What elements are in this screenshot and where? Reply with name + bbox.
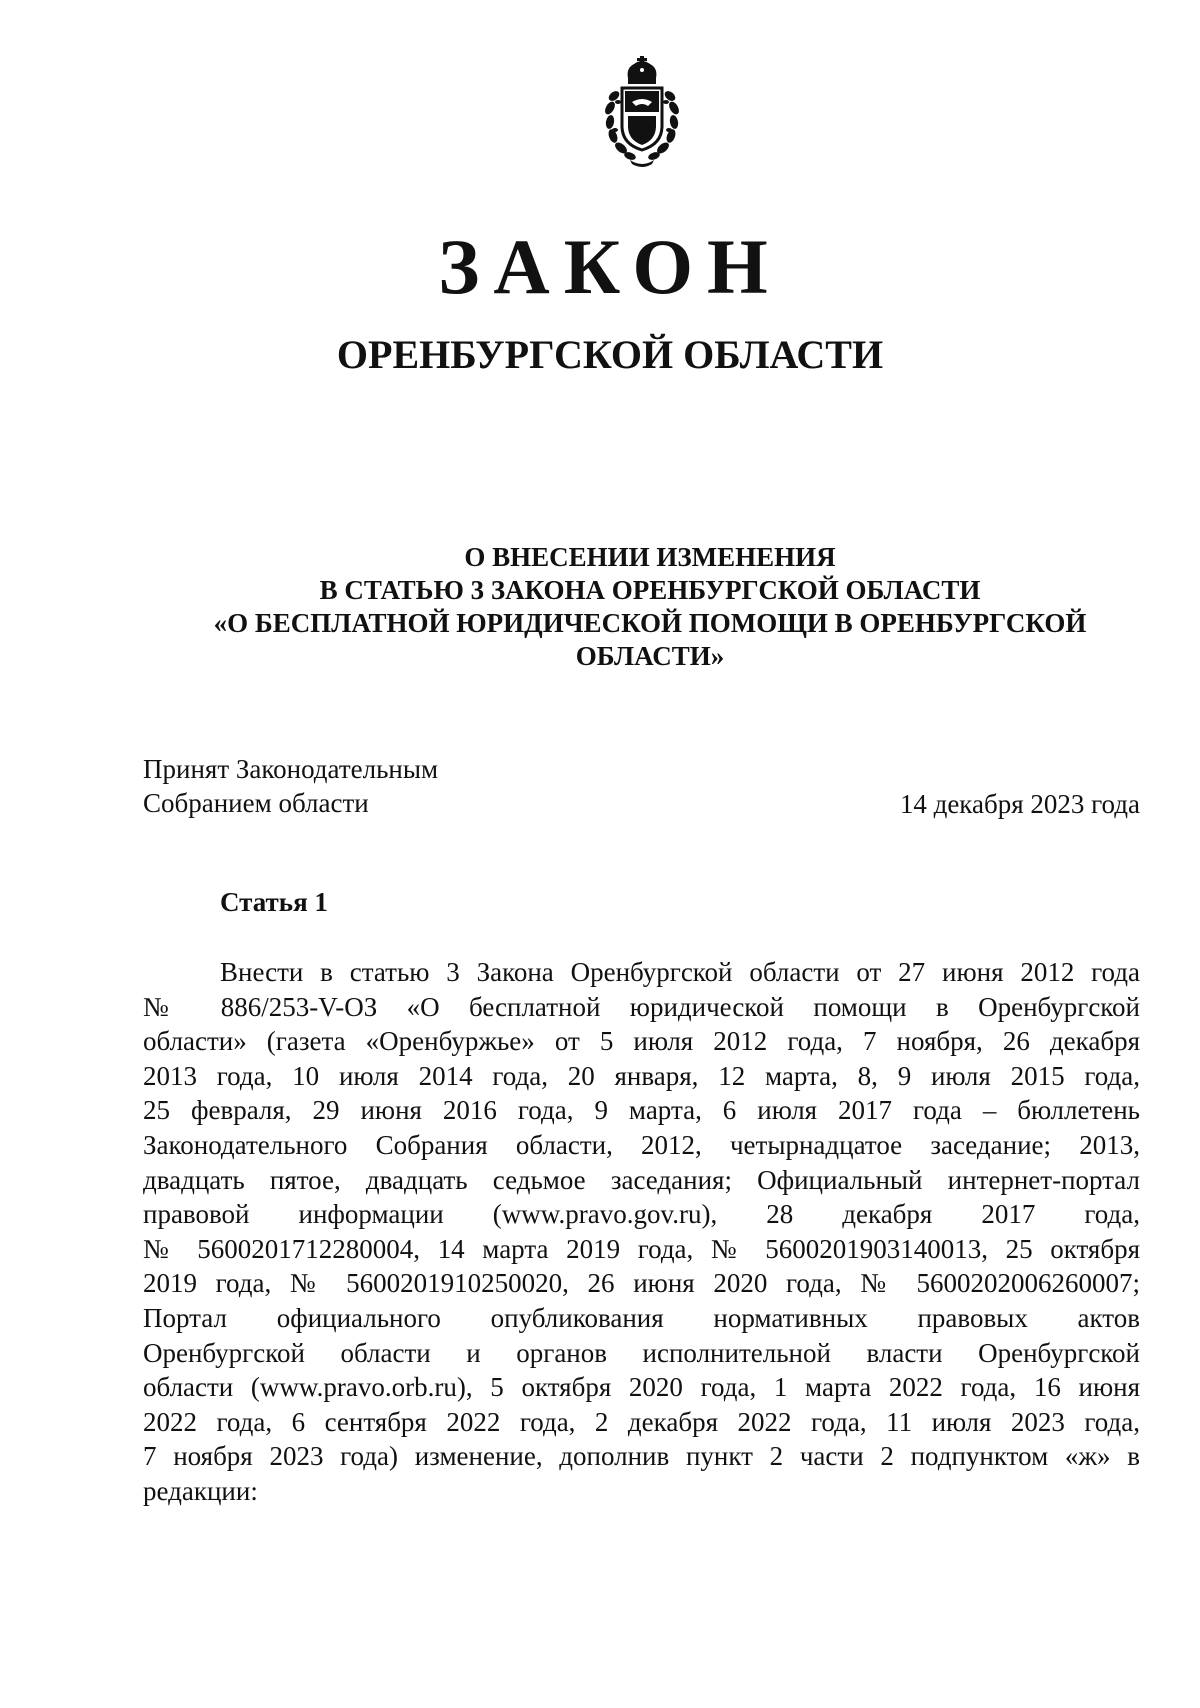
body-line: Законодательного Собрания области, 2012, четырнадцатое заседание; 2013, [143, 1129, 1140, 1160]
body-line: 2022 года, 6 сентября 2022 года, 2 декабря 2022 года, 11 июля 2023 года, [143, 1406, 1140, 1437]
law-title-line: «О БЕСПЛАТНОЙ ЮРИДИЧЕСКОЙ ПОМОЩИ В ОРЕНБУРГСКОЙ [213, 608, 1087, 638]
body-line: № 5600201712280004, 14 марта 2019 года, № 5600201903140013, 25 октября [143, 1233, 1140, 1264]
law-title-line: ОБЛАСТИ» [575, 641, 725, 671]
body-line: правовой информации (www.pravo.gov.ru), 28 декабря 2017 года, [143, 1199, 1140, 1230]
body-line: Внести в статью 3 Закона Оренбургской области от 27 июня 2012 года [220, 957, 1140, 987]
law-title-line: О ВНЕСЕНИИ ИЗМЕНЕНИЯ [464, 542, 836, 572]
adoption-line: Собранием области [143, 788, 369, 818]
body-line: 7 ноября 2023 года) изменение, дополнив пункт 2 части 2 подпунктом «ж» в [143, 1441, 1140, 1472]
body-line: 2013 года, 10 июля 2014 года, 20 января, 12 марта, 8, 9 июля 2015 года, [143, 1060, 1140, 1091]
adoption-line: Принят Законодательным [143, 754, 439, 784]
body-line: редакции: [143, 1475, 258, 1506]
adoption-body [143, 752, 438, 820]
region-heading: ОРЕНБУРГСКОЙ ОБЛАСТИ [336, 332, 884, 377]
article-heading: Статья 1 [220, 887, 328, 917]
body-line: 2019 года, № 5600201910250020, 26 июня 2020 года, № 5600202006260007; [143, 1268, 1140, 1299]
law-title [150, 541, 1150, 673]
body-line: № 886/253-V-ОЗ «О бесплатной юридической помощи в Оренбургской [143, 991, 1140, 1022]
body-line: 25 февраля, 29 июня 2016 года, 9 марта, 6 июля 2017 года – бюллетень [143, 1095, 1140, 1126]
article-body [143, 955, 1140, 1509]
body-line: области (www.pravo.orb.ru), 5 октября 2020 года, 1 марта 2022 года, 16 июня [143, 1372, 1140, 1403]
body-line: области» (газета «Оренбуржье» от 5 июля 2012 года, 7 ноября, 26 декабря [143, 1026, 1140, 1057]
body-line: Оренбургской области и органов исполнительной власти Оренбургской [143, 1337, 1140, 1368]
orenburg-coat-of-arms-icon [594, 56, 690, 168]
body-line: Портал официального опубликования нормативных правовых актов [143, 1302, 1140, 1333]
body-line: двадцать пятое, двадцать седьмое заседания; Официальный интернет-портал [143, 1164, 1140, 1195]
law-title-line: В СТАТЬЮ 3 ЗАКОНА ОРЕНБУРГСКОЙ ОБЛАСТИ [319, 575, 981, 605]
document-type-heading: ЗАКОН [438, 223, 782, 310]
adoption-date: 14 декабря 2023 года [899, 789, 1140, 819]
